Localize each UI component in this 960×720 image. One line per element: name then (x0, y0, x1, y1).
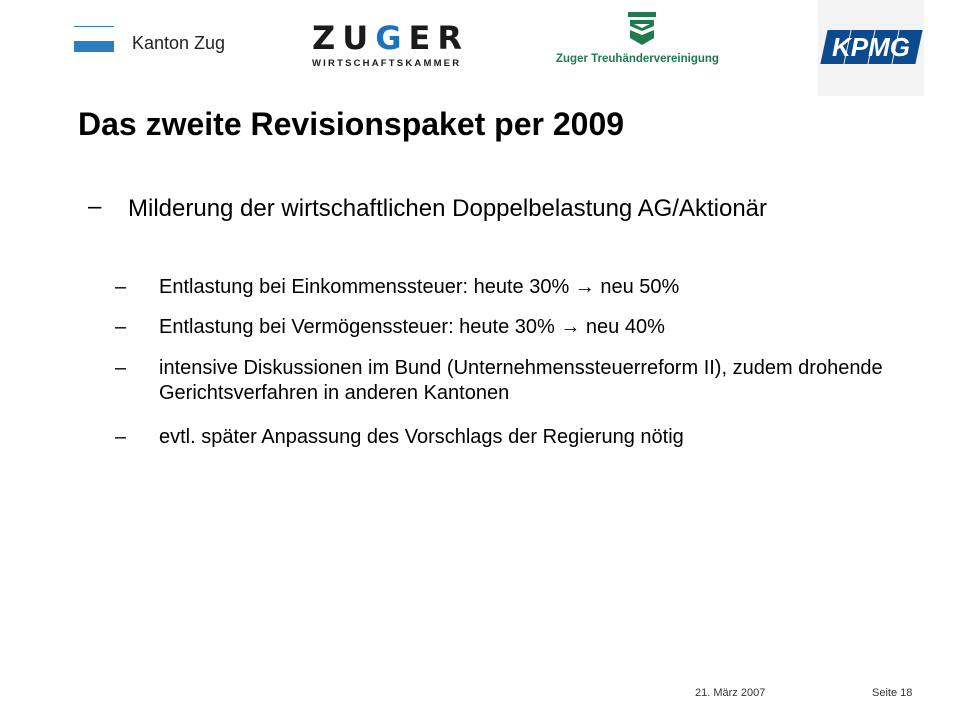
zuger-wirtschaftskammer-logo: ZUGER WIRTSCHAFTSKAMMER (312, 19, 469, 69)
sub-bullet-text: evtl. später Anpassung des Vorschlags der Regierung nötig (159, 426, 684, 448)
bullet-dash: – (115, 276, 127, 298)
kanton-zug-name: Kanton Zug (132, 33, 226, 53)
bullet-dash: – (88, 193, 102, 220)
slide-title: Das zweite Revisionspaket per 2009 (78, 106, 625, 142)
sub-bullet-text: intensive Diskussionen im Bund (Unternehmenssteuerreform II), zudem drohende Gerichtsverfahren in anderen Kantonen (159, 357, 883, 404)
treuhaender-name: Zuger Treuhändervereinigung (556, 53, 719, 65)
sub-bullet-text: Entlastung bei Einkommenssteuer: heute 30% → neu 50% (159, 276, 680, 298)
zuger-wk-subtitle: WIRTSCHAFTSKAMMER (312, 58, 462, 69)
kpmg-logo (818, 0, 924, 96)
treuhaender-emblem-icon (628, 12, 656, 46)
bullet-dash: – (115, 426, 127, 448)
bullet-dash: – (115, 316, 127, 338)
sub-bullet-text: Entlastung bei Vermögenssteuer: heute 30% → neu 40% (159, 316, 665, 338)
zuger-wk-g-letter: G (375, 19, 409, 57)
footer-page-number: Seite 18 (872, 687, 913, 699)
main-bullet-text: Milderung der wirtschaftlichen Doppelbelastung AG/Aktionär (128, 195, 768, 222)
kanton-zug-rule (74, 26, 114, 27)
kanton-zug-logo (74, 26, 244, 66)
logo-bar (0, 0, 960, 100)
footer-date: 21. März 2007 (695, 687, 766, 699)
zuger-treuhaender-logo (556, 12, 746, 72)
bullet-dash: – (115, 357, 127, 379)
kpmg-wordmark: KPMG (832, 31, 910, 62)
